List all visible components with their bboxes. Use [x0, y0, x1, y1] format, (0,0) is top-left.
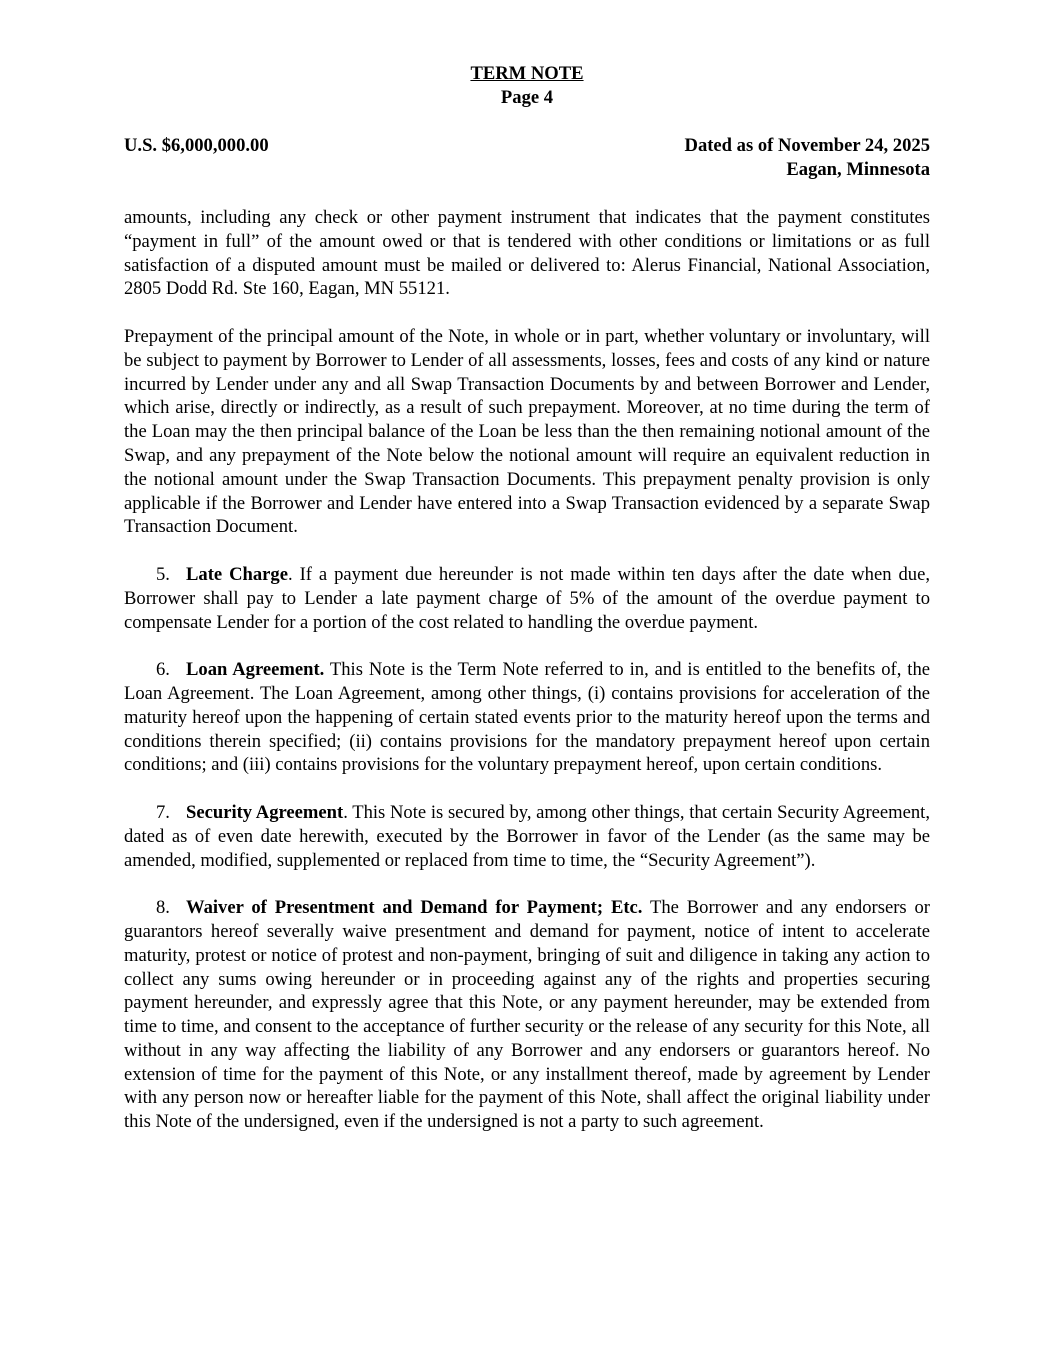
note-header [124, 134, 930, 182]
section-number: 7. [156, 801, 170, 823]
section-text: The Borrower and any endorsers or guarantors hereof severally waive presentment and demand for payment, notice of intent to accelerate maturity, protest or notice of protest and non-payment, bringing of suit and diligence in taking any action to collect any sums owing hereunder or in proceeding against any of the rights and properties securing payment hereunder, and expressly agree that this Note, or any payment hereunder, may be extended from time to time, and consent to the acceptance of further security or the release of any security for this Note, all without in any way affecting the liability of any Borrower and any endorsers or guarantors hereof. No extension of time for the payment of this Note, or any installment thereof, made by agreement by Lender with any person now or hereafter liable for the payment of this Note, shall affect the original liability under this Note of the undersigned, even if the undersigned is not a party to such agreement. [124, 897, 930, 1133]
section-heading: Waiver of Presentment and Demand for Payment; Etc. [186, 897, 643, 919]
section-number: 8. [156, 897, 170, 919]
document-title: TERM NOTE [470, 63, 584, 84]
section-heading: Loan Agreement. [186, 659, 325, 681]
section-number: 6. [156, 659, 170, 681]
document-page [124, 62, 930, 1134]
paragraph-payment-address: amounts, including any check or other payment instrument that indicates that the payment constitutes “payment in full” of the amount owed or that is tendered with other conditions or limitations or as full satisfaction of a disputed amount must be mailed or delivered to: Alerus Financial, National Association, 2805 Dodd Rd. Ste 160, Eagan, MN 55121. [124, 207, 930, 300]
page-number: Page 4 [500, 87, 554, 108]
note-date-place [685, 134, 930, 182]
section-text: . This Note is secured by, among other things, that certain Security Agreement, dated as of even date herewith, executed by the Borrower in favor of the Lender (as the same may be amended, modified, supplemented or replaced from time to time, the “Security Agreement”). [124, 801, 930, 871]
section-loan-agreement [124, 658, 930, 777]
note-date: Dated as of November 24, 2025 [684, 135, 930, 156]
section-number: 5. [156, 563, 170, 585]
section-heading: Security Agreement [186, 801, 344, 823]
section-heading: Late Charge [186, 563, 288, 585]
section-text: This Note is the Term Note referred to in, and is entitled to the benefits of, the Loan Agreement. The Loan Agreement, among other things, (i) contains provisions for acceleration of the maturity hereof upon the happening of certain stated events prior to the maturity hereof upon the terms and conditions therein specified; (ii) contains provisions for the mandatory prepayment hereof upon certain conditions; and (iii) contains provisions for the voluntary prepayment hereof, upon certain conditions. [124, 659, 931, 776]
section-text: . If a payment due hereunder is not made within ten days after the date when due, Borrower shall pay to Lender a late payment charge of 5% of the amount of the overdue payment to compensate Lender for a portion of the cost related to handling the overdue payment. [124, 563, 930, 633]
note-place: Eagan, Minnesota [786, 159, 930, 180]
note-amount: U.S. $6,000,000.00 [124, 135, 269, 156]
section-waiver [124, 896, 930, 1134]
section-late-charge [124, 563, 930, 634]
paragraph-prepayment: Prepayment of the principal amount of the Note, in whole or in part, whether voluntary or involuntary, will be subject to payment by Borrower to Lender of all assessments, losses, fees and costs of any kind or nature incurred by Lender under any and all Swap Transaction Documents by and between Borrower and Lender, which arise, directly or indirectly, as a result of such prepayment. Moreover, at no time during the term of the Loan may the then principal balance of the Loan be less than the then remaining notional amount of the Swap, and any prepayment of the Note below the notional amount will require an equivalent reduction in the notional amount under the Swap Transaction Documents. This prepayment penalty provision is only applicable if the Borrower and Lender have entered into a Swap Transaction evidenced by a separate Swap Transaction Document. [124, 325, 930, 538]
section-security-agreement [124, 801, 930, 872]
